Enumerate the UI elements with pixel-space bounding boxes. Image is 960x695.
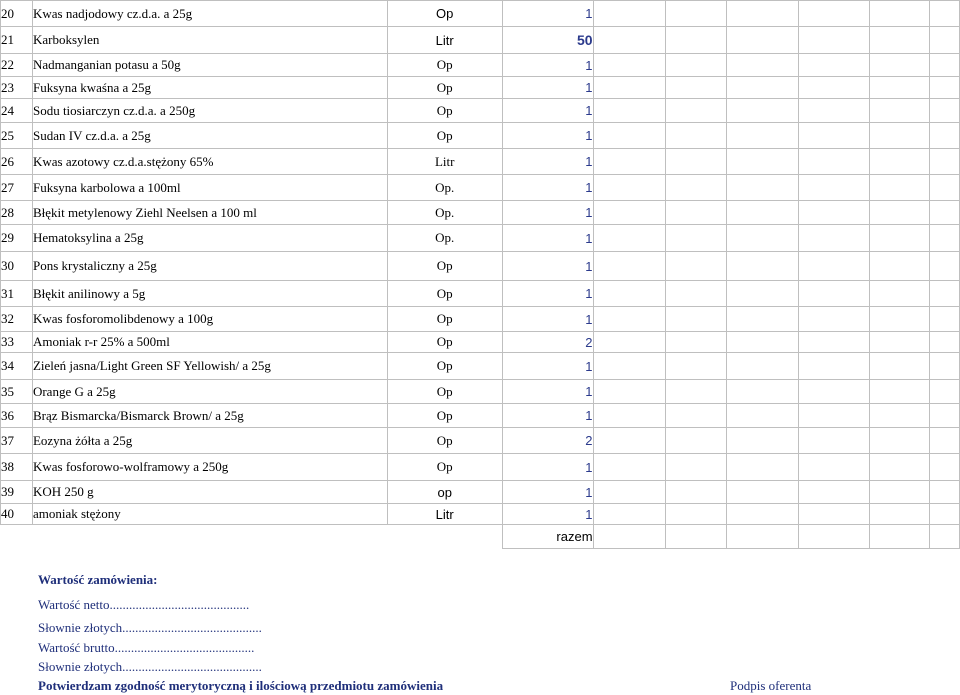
empty-cell [727, 27, 799, 54]
empty-cell [666, 99, 727, 123]
item-name: Błękit anilinowy a 5g [32, 281, 387, 307]
row-number: 29 [1, 225, 33, 252]
empty-cell [929, 332, 959, 353]
empty-cell [593, 1, 666, 27]
empty-cell [929, 123, 959, 149]
empty-cell [593, 404, 666, 428]
row-number: 26 [1, 149, 33, 175]
empty-cell [666, 281, 727, 307]
row-number: 24 [1, 99, 33, 123]
empty-cell [593, 54, 666, 77]
table-row [1, 353, 960, 380]
empty-cell [727, 481, 799, 504]
item-unit: Op [387, 123, 502, 149]
item-unit: Op [387, 428, 502, 454]
empty-cell [666, 225, 727, 252]
empty-cell [593, 149, 666, 175]
table-row [1, 404, 960, 428]
blank-cell [1, 525, 33, 549]
empty-cell [727, 99, 799, 123]
empty-cell [666, 201, 727, 225]
empty-cell [929, 54, 959, 77]
empty-cell [727, 175, 799, 201]
item-unit: Op [387, 281, 502, 307]
item-quantity: 1 [502, 99, 593, 123]
empty-cell [799, 149, 870, 175]
empty-cell [593, 428, 666, 454]
empty-cell [799, 123, 870, 149]
empty-cell [666, 481, 727, 504]
row-number: 32 [1, 307, 33, 332]
empty-cell [799, 201, 870, 225]
empty-cell [666, 307, 727, 332]
empty-cell [593, 332, 666, 353]
row-number: 39 [1, 481, 33, 504]
empty-cell [929, 27, 959, 54]
empty-cell [593, 99, 666, 123]
empty-cell [727, 454, 799, 481]
empty-cell [929, 149, 959, 175]
empty-cell [666, 454, 727, 481]
empty-cell [727, 77, 799, 99]
item-quantity: 1 [502, 380, 593, 404]
item-name: Kwas nadjodowy cz.d.a. a 25g [32, 1, 387, 27]
empty-cell [870, 307, 930, 332]
table-row [1, 1, 960, 27]
empty-cell [929, 252, 959, 281]
empty-cell [799, 252, 870, 281]
row-number: 21 [1, 27, 33, 54]
table-row [1, 428, 960, 454]
empty-cell [727, 504, 799, 525]
empty-cell [870, 123, 930, 149]
empty-cell [727, 149, 799, 175]
row-number: 31 [1, 281, 33, 307]
empty-cell [870, 149, 930, 175]
empty-cell [870, 380, 930, 404]
empty-cell [929, 428, 959, 454]
empty-cell [870, 54, 930, 77]
empty-cell [799, 77, 870, 99]
empty-cell [799, 504, 870, 525]
table-row [1, 332, 960, 353]
item-name: Hematoksylina a 25g [32, 225, 387, 252]
signature-label: Podpis oferenta [730, 678, 812, 693]
empty-cell [799, 454, 870, 481]
empty-cell [870, 332, 930, 353]
row-number: 37 [1, 428, 33, 454]
empty-cell [666, 380, 727, 404]
item-name: Pons krystaliczny a 25g [32, 252, 387, 281]
confirmation-statement: Potwierdzam zgodność merytoryczną i ilościową przedmiotu zamówienia [38, 678, 444, 693]
empty-cell [870, 404, 930, 428]
item-name: Zieleń jasna/Light Green SF Yellowish/ a 25g [32, 353, 387, 380]
empty-cell [929, 380, 959, 404]
blank-cell [387, 525, 502, 549]
empty-cell [727, 123, 799, 149]
empty-cell [799, 428, 870, 454]
item-quantity: 50 [502, 27, 593, 54]
empty-cell [666, 149, 727, 175]
empty-cell [727, 201, 799, 225]
empty-cell [799, 307, 870, 332]
table-row [1, 54, 960, 77]
row-number: 23 [1, 77, 33, 99]
empty-cell [666, 123, 727, 149]
total-cell [870, 525, 930, 549]
empty-cell [666, 27, 727, 54]
empty-cell [666, 332, 727, 353]
empty-cell [799, 281, 870, 307]
empty-cell [929, 404, 959, 428]
table-row [1, 201, 960, 225]
item-name: Nadmanganian potasu a 50g [32, 54, 387, 77]
item-unit: Op [387, 252, 502, 281]
row-number: 34 [1, 353, 33, 380]
item-unit: Op [387, 77, 502, 99]
table-row [1, 281, 960, 307]
table-row [1, 123, 960, 149]
item-name: Karboksylen [32, 27, 387, 54]
empty-cell [870, 353, 930, 380]
empty-cell [929, 454, 959, 481]
net-value-line: Wartość netto........................................... [38, 597, 250, 612]
row-number: 27 [1, 175, 33, 201]
empty-cell [929, 353, 959, 380]
item-unit: Op [387, 1, 502, 27]
empty-cell [799, 332, 870, 353]
empty-cell [799, 54, 870, 77]
item-unit: Op [387, 454, 502, 481]
empty-cell [593, 201, 666, 225]
empty-cell [593, 307, 666, 332]
total-row [1, 525, 960, 549]
empty-cell [593, 281, 666, 307]
item-quantity: 1 [502, 175, 593, 201]
empty-cell [799, 481, 870, 504]
empty-cell [666, 504, 727, 525]
empty-cell [727, 281, 799, 307]
item-quantity: 1 [502, 252, 593, 281]
empty-cell [727, 1, 799, 27]
table-row [1, 454, 960, 481]
total-cell [666, 525, 727, 549]
row-number: 40 [1, 504, 33, 525]
table-row [1, 504, 960, 525]
empty-cell [666, 175, 727, 201]
empty-cell [727, 252, 799, 281]
table-row [1, 380, 960, 404]
item-unit: Op [387, 404, 502, 428]
item-quantity: 1 [502, 454, 593, 481]
row-number: 28 [1, 201, 33, 225]
item-quantity: 2 [502, 428, 593, 454]
item-name: Kwas fosforomolibdenowy a 100g [32, 307, 387, 332]
table-row [1, 175, 960, 201]
row-number: 36 [1, 404, 33, 428]
empty-cell [870, 27, 930, 54]
item-name: Fuksyna kwaśna a 25g [32, 77, 387, 99]
item-name: Amoniak r-r 25% a 500ml [32, 332, 387, 353]
item-name: KOH 250 g [32, 481, 387, 504]
empty-cell [929, 77, 959, 99]
empty-cell [870, 225, 930, 252]
table-row [1, 149, 960, 175]
item-quantity: 1 [502, 201, 593, 225]
empty-cell [593, 252, 666, 281]
empty-cell [929, 201, 959, 225]
empty-cell [929, 307, 959, 332]
item-unit: Op. [387, 225, 502, 252]
row-number: 25 [1, 123, 33, 149]
empty-cell [799, 99, 870, 123]
empty-cell [727, 428, 799, 454]
table-row [1, 99, 960, 123]
empty-cell [666, 404, 727, 428]
item-name: Kwas fosforowo-wolframowy a 250g [32, 454, 387, 481]
empty-cell [799, 353, 870, 380]
empty-cell [870, 281, 930, 307]
row-number: 30 [1, 252, 33, 281]
total-cell [593, 525, 666, 549]
empty-cell [799, 225, 870, 252]
empty-cell [593, 454, 666, 481]
gross-value-line: Wartość brutto........................................... [38, 640, 255, 655]
empty-cell [727, 225, 799, 252]
empty-cell [870, 201, 930, 225]
empty-cell [727, 54, 799, 77]
in-words-line-2: Słownie złotych........................................... [38, 659, 262, 674]
item-unit: Op [387, 99, 502, 123]
empty-cell [593, 27, 666, 54]
empty-cell [593, 77, 666, 99]
table-row [1, 225, 960, 252]
item-name: Sudan IV cz.d.a. a 25g [32, 123, 387, 149]
empty-cell [929, 281, 959, 307]
item-unit: Litr [387, 149, 502, 175]
item-name: Eozyna żółta a 25g [32, 428, 387, 454]
item-unit: Op [387, 380, 502, 404]
empty-cell [870, 175, 930, 201]
empty-cell [593, 481, 666, 504]
empty-cell [666, 353, 727, 380]
item-quantity: 1 [502, 1, 593, 27]
row-number: 22 [1, 54, 33, 77]
item-quantity: 1 [502, 281, 593, 307]
empty-cell [593, 225, 666, 252]
empty-cell [727, 353, 799, 380]
item-unit: Op [387, 307, 502, 332]
item-name: Błękit metylenowy Ziehl Neelsen a 100 ml [32, 201, 387, 225]
total-cell [799, 525, 870, 549]
table-row [1, 252, 960, 281]
item-quantity: 1 [502, 504, 593, 525]
item-name: Kwas azotowy cz.d.a.stężony 65% [32, 149, 387, 175]
empty-cell [666, 77, 727, 99]
order-value-heading: Wartość zamówienia: [38, 572, 158, 587]
table-row [1, 481, 960, 504]
item-name: Brąz Bismarcka/Bismarck Brown/ a 25g [32, 404, 387, 428]
item-unit: Op [387, 332, 502, 353]
item-unit: Op. [387, 201, 502, 225]
empty-cell [929, 99, 959, 123]
empty-cell [870, 1, 930, 27]
item-unit: op [387, 481, 502, 504]
row-number: 20 [1, 1, 33, 27]
empty-cell [666, 1, 727, 27]
empty-cell [727, 404, 799, 428]
total-cell [929, 525, 959, 549]
empty-cell [799, 1, 870, 27]
item-name: Orange G a 25g [32, 380, 387, 404]
empty-cell [870, 428, 930, 454]
item-unit: Op [387, 54, 502, 77]
empty-cell [799, 380, 870, 404]
row-number: 33 [1, 332, 33, 353]
total-cell [727, 525, 799, 549]
item-unit: Op. [387, 175, 502, 201]
empty-cell [929, 1, 959, 27]
item-quantity: 2 [502, 332, 593, 353]
item-unit: Op [387, 353, 502, 380]
empty-cell [593, 123, 666, 149]
item-quantity: 1 [502, 307, 593, 332]
empty-cell [666, 54, 727, 77]
empty-cell [593, 380, 666, 404]
empty-cell [593, 504, 666, 525]
empty-cell [666, 252, 727, 281]
item-quantity: 1 [502, 353, 593, 380]
empty-cell [727, 307, 799, 332]
item-quantity: 1 [502, 123, 593, 149]
item-quantity: 1 [502, 54, 593, 77]
table-row [1, 307, 960, 332]
empty-cell [929, 175, 959, 201]
empty-cell [593, 353, 666, 380]
empty-cell [799, 175, 870, 201]
row-number: 38 [1, 454, 33, 481]
item-quantity: 1 [502, 149, 593, 175]
item-name: Sodu tiosiarczyn cz.d.a. a 250g [32, 99, 387, 123]
empty-cell [929, 481, 959, 504]
empty-cell [727, 380, 799, 404]
item-quantity: 1 [502, 404, 593, 428]
item-quantity: 1 [502, 225, 593, 252]
row-number: 35 [1, 380, 33, 404]
item-unit: Litr [387, 27, 502, 54]
empty-cell [929, 504, 959, 525]
empty-cell [870, 481, 930, 504]
item-unit: Litr [387, 504, 502, 525]
item-name: amoniak stężony [32, 504, 387, 525]
item-quantity: 1 [502, 77, 593, 99]
total-label: razem [502, 525, 593, 549]
empty-cell [870, 504, 930, 525]
empty-cell [929, 225, 959, 252]
empty-cell [799, 27, 870, 54]
table-row [1, 27, 960, 54]
empty-cell [870, 77, 930, 99]
in-words-line-1: Słownie złotych........................................... [38, 620, 262, 635]
empty-cell [799, 404, 870, 428]
empty-cell [870, 99, 930, 123]
empty-cell [870, 454, 930, 481]
table-row [1, 77, 960, 99]
blank-cell [32, 525, 387, 549]
empty-cell [666, 428, 727, 454]
item-quantity: 1 [502, 481, 593, 504]
empty-cell [870, 252, 930, 281]
empty-cell [593, 175, 666, 201]
empty-cell [727, 332, 799, 353]
item-name: Fuksyna karbolowa a 100ml [32, 175, 387, 201]
